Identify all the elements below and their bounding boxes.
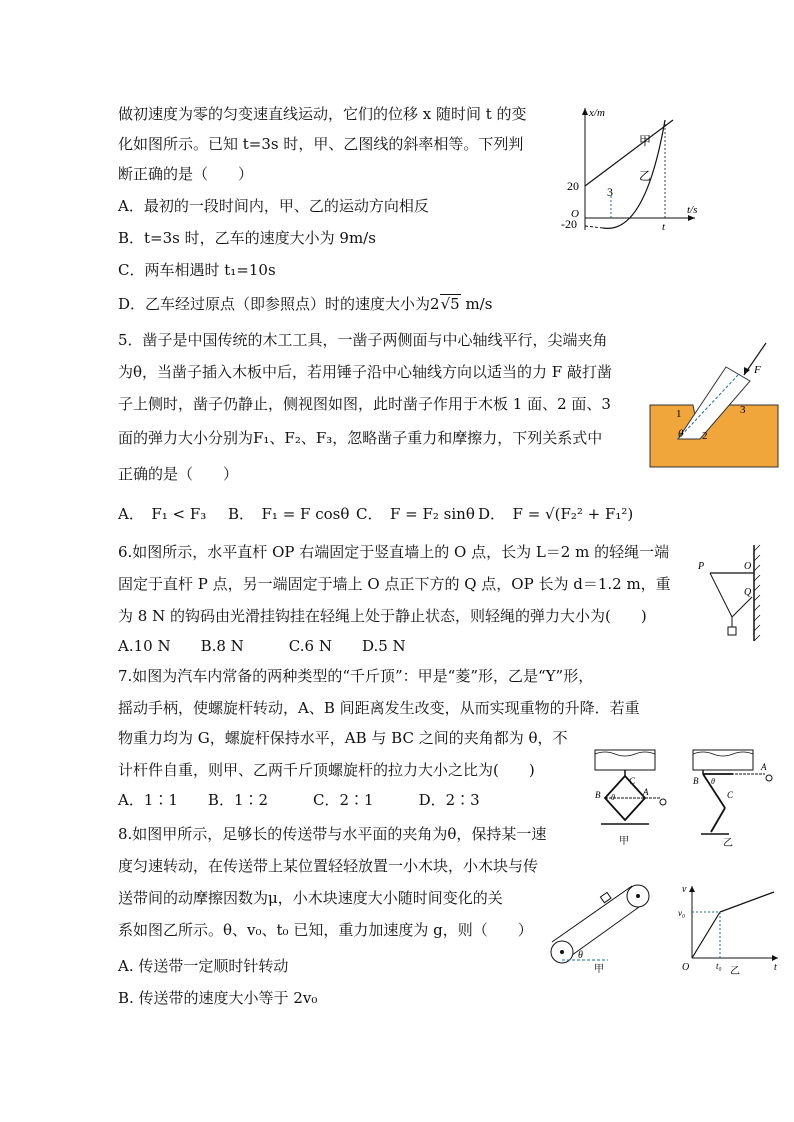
q4-option-d-coef: 2	[430, 295, 440, 313]
q8-line-1: 8.如图甲所示，足够长的传送带与水平面的夹角为θ，保持某一速	[118, 825, 547, 843]
q7-options: A．1∶1 B．1∶2 C．2∶1 D．2∶3	[118, 791, 480, 809]
q8-origin: O	[682, 962, 690, 973]
q8-belt-top	[552, 886, 632, 942]
q4-curve-yi	[603, 120, 665, 228]
q5-line-5: 正确的是（ ）	[118, 465, 239, 483]
q4-option-d	[118, 294, 492, 314]
q7-jia-load	[595, 750, 655, 770]
q7-line-4: 计杆件自重，则甲、乙两千斤顶螺旋杆的拉力大小之比为( )	[118, 761, 535, 779]
q4-label-jia: 甲	[639, 134, 652, 148]
q7-yi-load	[693, 750, 753, 770]
q8-v0-label: v₀	[678, 908, 686, 918]
q4-line-2: 化如图所示。已知 t=3s 时，甲、乙图线的斜率相等。下列判	[118, 135, 524, 153]
q7-yi-label-b: B	[693, 776, 699, 786]
q8-t0-label: t₀	[716, 961, 722, 971]
q7-line-1: 7.如图为汽车内常备的两种类型的“千斤顶”：甲是“菱”形，乙是“Y”形，	[118, 667, 594, 685]
q7-yi-label-a: A	[761, 762, 767, 772]
q4-x-label: t/s	[687, 204, 698, 216]
q8-line-4: 系如图乙所示。θ、v₀、t₀ 已知，重力加速度为 g，则（ ）	[118, 921, 533, 939]
q5-face-3: 3	[740, 404, 746, 416]
q6-line-1: 6.如图所示，水平直杆 OP 右端固定于竖直墙上的 O 点，长为 L＝2 m 的轻绳一端	[118, 543, 670, 561]
q8-option-a: A. 传送带一定顺时针转动	[118, 957, 289, 975]
q7-yi-theta: θ	[711, 777, 715, 786]
q6-options: A.10 N B.8 N C.6 N D.5 N	[118, 637, 406, 655]
q8-t-label: t	[774, 962, 777, 973]
q8-option-b: B. 传送带的速度大小等于 2v₀	[118, 989, 318, 1007]
q4-y-neg-tick: -20	[561, 217, 577, 231]
q4-option-a: A．最初的一段时间内，甲、乙的运动方向相反	[118, 197, 429, 215]
q4-origin: O	[571, 208, 579, 220]
q8-segment-2	[720, 892, 774, 912]
q5-option-d: D． F = √(F₂² + F₁²)	[478, 505, 634, 523]
q8-v-label: v	[682, 884, 687, 895]
q6-label-q: Q	[744, 587, 752, 598]
q6-label-o: O	[744, 561, 752, 572]
q5-option-a: A． F₁ < F₃	[118, 505, 207, 523]
q6-label-p: P	[698, 561, 705, 572]
q6-line-2: 固定于直杆 P 点，另一端固定于墙上 O 点正下方的 Q 点，OP 长为 d＝1.2 m，重	[118, 575, 671, 593]
q4-y-pos-tick: 20	[567, 179, 579, 193]
q4-label-yi: 乙	[639, 169, 652, 183]
q5-face-1: 1	[676, 408, 682, 420]
q8-line-3: 送带间的动摩擦因数为μ，小木块速度大小随时间变化的关	[118, 889, 503, 907]
q7-jia-theta: θ	[611, 793, 615, 802]
q6-rope-left	[710, 573, 732, 617]
q6-wall-hatch	[754, 545, 760, 641]
q7-jack-yi	[693, 750, 772, 849]
q6-rope-right	[732, 597, 752, 617]
q5-options	[118, 504, 633, 524]
q7-jia-label-b: B	[595, 790, 601, 800]
q5-force-label: F	[754, 364, 761, 376]
q7-yi-caption: 乙	[723, 838, 733, 849]
q5-face-2: 2	[702, 430, 708, 442]
q4-option-b: B．t=3s 时，乙车的速度大小为 9m/s	[118, 229, 376, 247]
q5-option-b: B． F₁ = F cosθ	[228, 505, 350, 523]
q8-caption-jia: 甲	[594, 964, 604, 974]
q4-y-label: x/m	[589, 107, 605, 119]
q5-angle: θ	[678, 428, 684, 440]
q8-theta: θ	[578, 950, 583, 961]
q7-line-2: 摇动手柄，使螺旋杆转动，A、B 间距离发生改变，从而实现重物的升降．若重	[118, 699, 640, 717]
q4-line-3: 断正确的是（ ）	[118, 165, 254, 183]
q4-option-c: C．两车相遇时 t₁=10s	[118, 261, 276, 279]
q4-option-d-sqrt: √5	[440, 295, 460, 313]
q4-option-d-radicand: 5	[450, 295, 460, 313]
q4-t3-label: 3	[607, 185, 613, 199]
q5-line-1: 5．凿子是中国传统的木工工具，一凿子两侧面与中心轴线平行，尖端夹角	[118, 331, 608, 349]
q5-chisel-figure	[648, 337, 780, 471]
q8-vt-graph	[678, 880, 788, 976]
q7-jia-label-a: A	[643, 787, 649, 797]
q6-line-3: 为 8 N 的钩码由光滑挂钩挂在轻绳上处于静止状态，则轻绳的弹力大小为( )	[118, 607, 647, 625]
q5-line-2: 为θ，当凿子插入木板中后，若用锤子沿中心轴线方向以适当的力 F 敲打凿	[118, 363, 612, 381]
q8-segment-1	[692, 912, 720, 958]
q4-xt-graph	[555, 100, 715, 235]
q8-caption-yi: 乙	[730, 966, 740, 976]
q5-line-3: 子上侧时，凿子仍静止，侧视图如图，此时凿子作用于木板 1 面、2 面、3	[118, 395, 611, 413]
q5-option-c: C． F = F₂ sinθ	[356, 505, 475, 523]
q7-jack-jia	[595, 750, 666, 847]
q8-line-2: 度匀速转动，在传送带上某位置轻轻放置一小木块，小木块与传	[118, 857, 539, 875]
q7-jack-figures	[585, 748, 785, 850]
q7-jia-label-c: C	[629, 776, 636, 786]
q4-dash-neg	[585, 226, 603, 228]
q4-x-arrow	[582, 108, 588, 115]
q4-t-end-label: t	[662, 221, 666, 233]
q4-option-d-prefix: D．乙车经过原点（即参照点）时的速度大小为	[118, 295, 431, 313]
q8-conveyor-figure	[548, 878, 658, 974]
q4-option-d-unit: m/s	[460, 295, 493, 313]
q7-line-3: 物重力均为 G，螺旋杆保持水平，AB 与 BC 之间的夹角都为 θ，不	[118, 729, 568, 747]
q7-jia-caption: 甲	[619, 836, 629, 847]
q6-weight	[728, 627, 736, 635]
q4-line-1: 做初速度为零的匀变速直线运动，它们的位移 x 随时间 t 的变	[118, 105, 527, 123]
q6-rope-figure	[696, 543, 768, 645]
q5-line-4: 面的弹力大小分别为F₁、F₂、F₃，忽略凿子重力和摩擦力，下列关系式中	[118, 429, 603, 447]
q7-yi-label-c: C	[727, 790, 734, 800]
q4-line-jia	[585, 120, 673, 186]
